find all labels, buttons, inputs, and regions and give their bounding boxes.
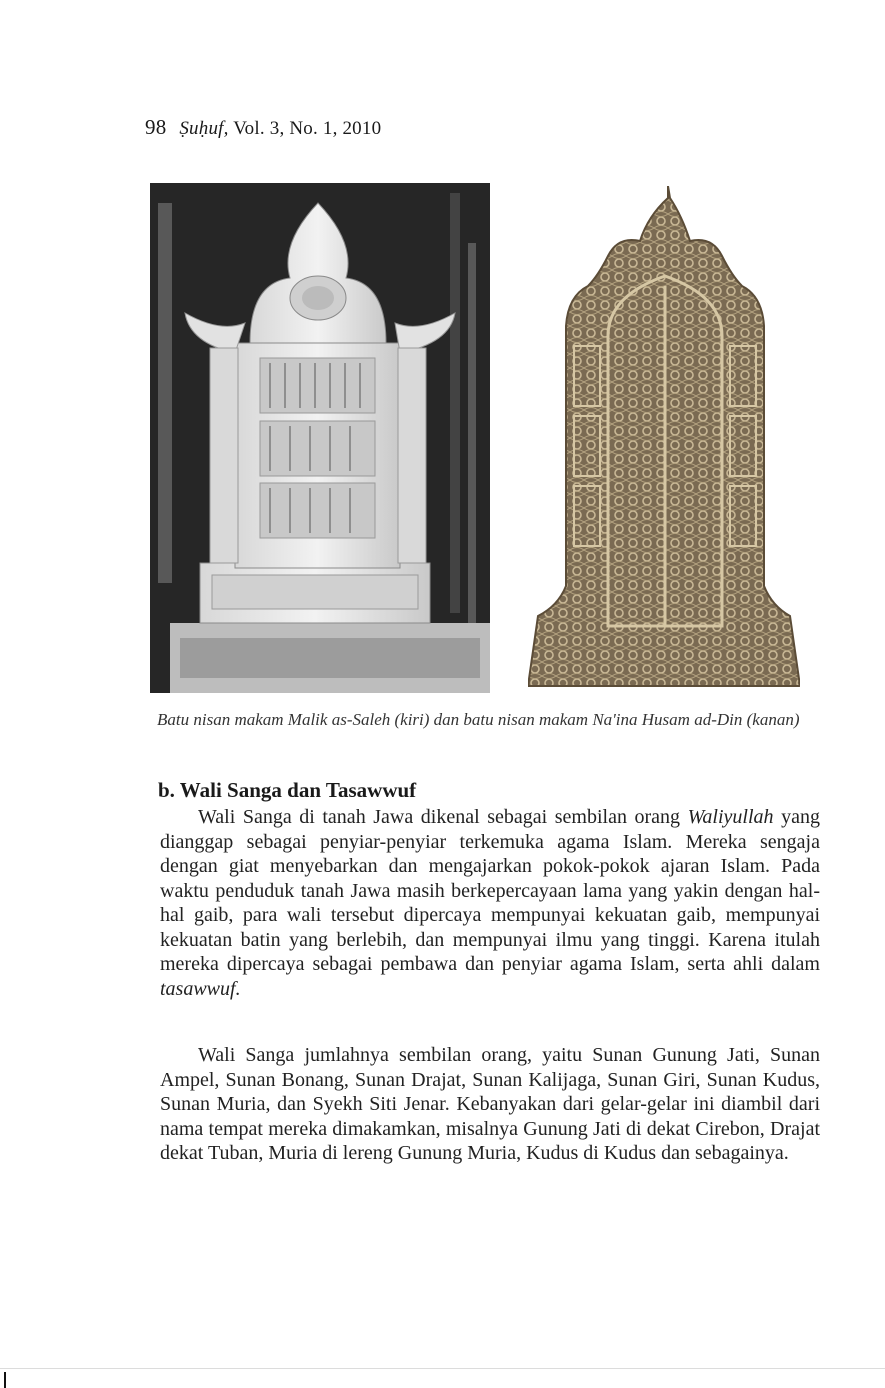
page-bottom-edge [0, 1368, 885, 1369]
page-number: 98 [145, 115, 167, 139]
journal-title: Ṣuḥuf, [179, 118, 229, 139]
term-tasawwuf: tasawwuf. [160, 977, 241, 1000]
tombstone-photo-right [528, 186, 800, 692]
running-header [145, 115, 381, 140]
paragraph-2: Wali Sanga jumlahnya sembilan orang, yaitu Sunan Gunung Jati, Sunan Ampel, Sunan Bonang, Sunan Drajat, Sunan Kalijaga, Sunan Giri, Sunan Kudus, Sunan Muria, dan Syekh Siti Jenar. Kebanyakan dari gelar-gelar ini diambil dari nama tempat mereka dimakamkan, misalnya Gunung Jati di dekat Cirebon, Drajat dekat Tuban, Muria di lereng Gunung Muria, Kudus di Kudus dan sebagainya. [160, 1044, 820, 1164]
journal-volume: Vol. 3, No. 1, 2010 [233, 118, 382, 139]
figure-caption: Batu nisan makam Malik as-Saleh (kiri) dan batu nisan makam Na'ina Husam ad-Din (kanan) [157, 710, 800, 729]
paragraph-1-text-b: yang dianggap sebagai penyiar-penyiar terkemuka agama Islam. Mereka sengaja dengan giat menyebarkan dan mengajarkan pokok-pokok ajaran Islam. Pada waktu penduduk tanah Jawa masih berkepercayaan lama yang yakin dengan hal-hal gaib, para wali tersebut dipercaya mempunyai kekuatan gaib, mempunyai kekuatan batin yang berlebih, dan mempunyai ilmu yang tinggi. Karena itulah mereka dipercaya sebagai pembawa dan penyiar agama Islam, serta ahli dalam [160, 806, 820, 975]
term-waliyullah: Waliyullah [687, 806, 774, 828]
tombstone-left-illustration [150, 183, 490, 693]
paragraph-1 [160, 805, 820, 1001]
section-heading: b. Wali Sanga dan Tasawwuf [158, 778, 417, 802]
paragraph-1-text-a: Wali Sanga di tanah Jawa dikenal sebagai sembilan orang [198, 806, 688, 828]
tombstone-photo-left [150, 183, 490, 693]
scan-edge-mark [4, 1372, 6, 1388]
tombstone-right-illustration [528, 186, 800, 692]
